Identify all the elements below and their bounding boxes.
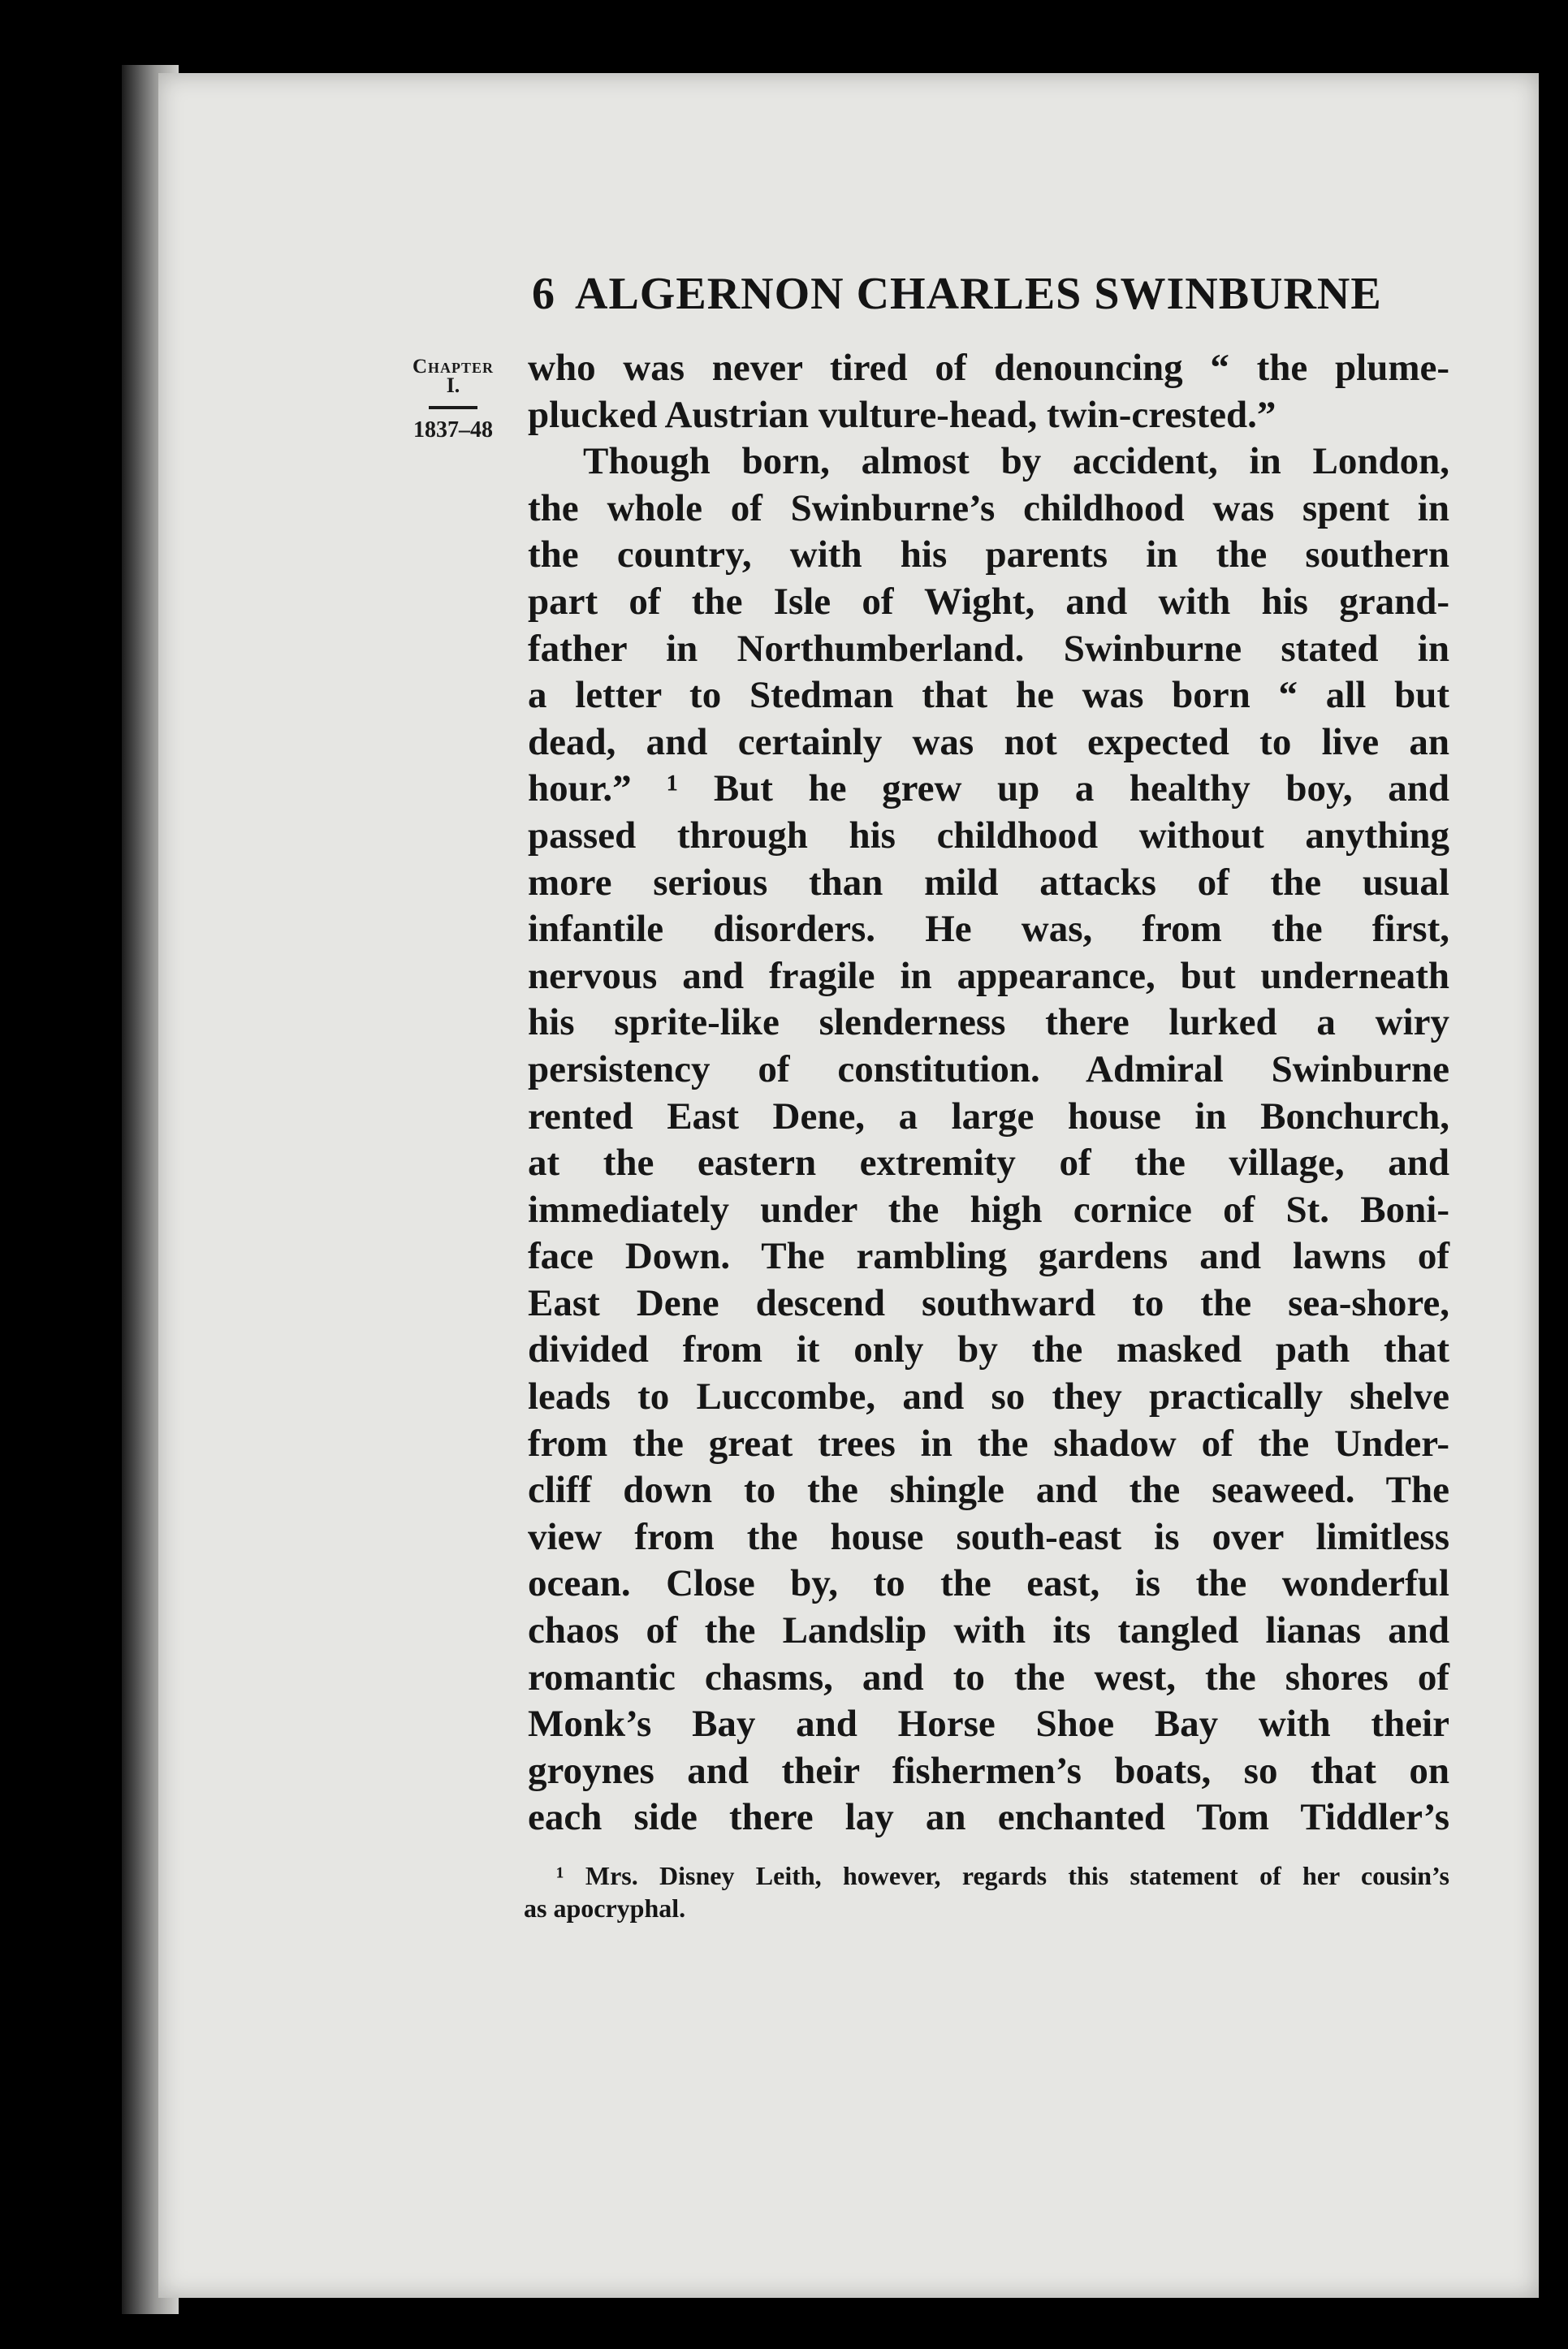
text-line: groynes and their fishermen’s boats, so that on: [528, 1749, 1449, 1792]
text-line: who was never tired of denouncing “ the plume-: [528, 347, 1449, 389]
footnotes: [524, 1859, 1449, 1924]
chapter-years: 1837–48: [413, 417, 493, 443]
text-line: the country, with his parents in the southern: [528, 533, 1449, 576]
text-line: East Dene descend southward to the sea-shore,: [528, 1281, 1449, 1324]
text-line: dead, and certainly was not expected to live an: [528, 720, 1449, 763]
text-line: father in Northumberland. Swinburne stated in: [528, 627, 1449, 670]
text-line: hour.” ¹ But he grew up a healthy boy, and: [528, 767, 1449, 810]
margin-divider: [429, 406, 477, 409]
text-line: more serious than mild attacks of the usual: [528, 861, 1449, 904]
text-line: a letter to Stedman that he was born “ all but: [528, 674, 1449, 717]
text-line: view from the house south-east is over limitless: [528, 1515, 1449, 1558]
text-line: rented East Dene, a large house in Bonchurch,: [528, 1095, 1449, 1138]
text-line: from the great trees in the shadow of the Under-: [528, 1422, 1449, 1465]
text-line: leads to Luccombe, and so they practically shelve: [528, 1375, 1449, 1418]
text-line: Though born, almost by accident, in London,: [583, 440, 1449, 483]
running-head: [532, 268, 1382, 320]
margin-note: [396, 356, 510, 443]
page-number: 6: [532, 269, 555, 319]
footnote-line: ¹ Mrs. Disney Leith, however, regards this statement of her cousin’s: [556, 1861, 1449, 1890]
running-title: ALGERNON CHARLES SWINBURNE: [575, 269, 1382, 319]
text-line: infantile disorders. He was, from the first,: [528, 908, 1449, 951]
text-line: the whole of Swinburne’s childhood was spent in: [528, 486, 1449, 529]
text-line: each side there lay an enchanted Tom Tiddler’s: [528, 1796, 1449, 1839]
text-line: romantic chasms, and to the west, the shores of: [528, 1656, 1449, 1699]
text-line: immediately under the high cornice of St. Boni-: [528, 1188, 1449, 1231]
text-line: Monk’s Bay and Horse Shoe Bay with their: [528, 1703, 1449, 1746]
text-line: divided from it only by the masked path that: [528, 1328, 1449, 1371]
text-line: passed through his childhood without anything: [528, 814, 1449, 857]
text-line: ocean. Close by, to the east, is the wonderful: [528, 1562, 1449, 1605]
text-line: at the eastern extremity of the village, and: [528, 1142, 1449, 1185]
text-line: nervous and fragile in appearance, but underneath: [528, 954, 1449, 997]
footnote-line: as apocryphal.: [524, 1893, 686, 1923]
text-line: part of the Isle of Wight, and with his grand-: [528, 580, 1449, 623]
text-line: persistency of constitution. Admiral Swinburne: [528, 1047, 1449, 1090]
body-text: [528, 345, 1449, 1842]
chapter-number: I.: [446, 374, 460, 397]
text-line: face Down. The rambling gardens and lawns of: [528, 1235, 1449, 1278]
text-line: cliff down to the shingle and the seaweed. The: [528, 1469, 1449, 1512]
text-line: chaos of the Landslip with its tangled lianas and: [528, 1609, 1449, 1652]
text-line: his sprite-like slenderness there lurked a wiry: [528, 1001, 1449, 1044]
text-line: plucked Austrian vulture-head, twin-crested.”: [528, 393, 1276, 436]
chapter-label: Chapter: [412, 356, 495, 378]
